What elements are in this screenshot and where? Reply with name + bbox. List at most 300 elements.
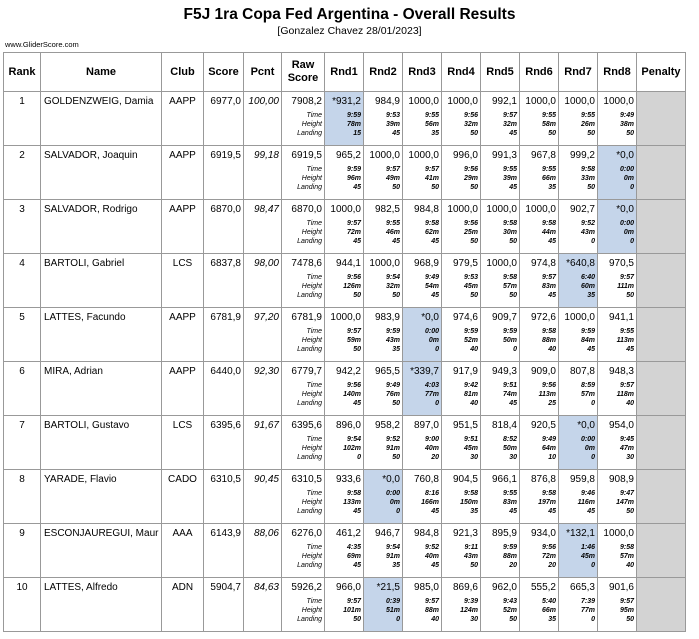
round-score: 461,2 <box>335 528 361 539</box>
round-cell <box>481 524 520 578</box>
round-cell <box>559 308 598 362</box>
table-row <box>4 308 686 362</box>
round-height: 58m <box>541 121 556 128</box>
round-score: 895,9 <box>491 528 517 539</box>
round-landing: 50 <box>626 508 634 515</box>
round-details <box>520 543 556 570</box>
round-height: 62m <box>424 229 439 236</box>
round-time: 9:58 <box>541 490 556 497</box>
score-cell: 6440,0 <box>204 362 244 416</box>
round-time: 9:52 <box>385 436 400 443</box>
round-height: 57m <box>502 283 517 290</box>
round-cell <box>598 92 637 146</box>
round-score: 966,0 <box>335 582 361 593</box>
sub-labels <box>282 273 322 300</box>
round-height: 41m <box>424 175 439 182</box>
rank-cell: 5 <box>4 308 41 362</box>
percent-cell: 90,45 <box>244 470 282 524</box>
round-cell <box>403 578 442 632</box>
round-score: 984,9 <box>374 96 400 107</box>
round-height: 38m <box>619 121 634 128</box>
round-landing: 40 <box>626 562 634 569</box>
round-height: 64m <box>541 445 556 452</box>
percent-cell: 92,30 <box>244 362 282 416</box>
round-details <box>403 489 439 516</box>
round-cell <box>325 470 364 524</box>
round-landing: 50 <box>587 130 595 137</box>
round-cell <box>442 416 481 470</box>
round-height: 66m <box>541 607 556 614</box>
round-cell <box>364 578 403 632</box>
rank-cell: 7 <box>4 416 41 470</box>
round-score: 904,5 <box>452 474 478 485</box>
column-header: Rnd7 <box>559 53 598 92</box>
round-height: 49m <box>385 175 400 182</box>
round-landing: 50 <box>470 292 478 299</box>
round-score: 958,2 <box>374 420 400 431</box>
round-cell <box>325 92 364 146</box>
round-time: 9:57 <box>424 166 439 173</box>
raw-score-value: 6781,9 <box>291 312 322 323</box>
round-time: 9:56 <box>463 112 478 119</box>
round-landing: 45 <box>548 508 556 515</box>
round-landing: 0 <box>630 238 634 245</box>
penalty-cell <box>637 146 686 200</box>
round-height: 0m <box>623 175 634 182</box>
round-time: 9:59 <box>502 544 517 551</box>
sub-label: Landing <box>297 400 322 407</box>
page-title: F5J 1ra Copa Fed Argentina - Overall Results <box>183 6 516 23</box>
round-landing: 35 <box>431 130 439 137</box>
penalty-cell <box>637 92 686 146</box>
sub-label: Landing <box>297 292 322 299</box>
round-landing: 35 <box>548 184 556 191</box>
round-cell <box>559 254 598 308</box>
round-cell <box>364 200 403 254</box>
round-time: 9:58 <box>346 490 361 497</box>
round-height: 25m <box>463 229 478 236</box>
sub-labels <box>282 543 322 570</box>
round-time: 9:56 <box>463 166 478 173</box>
score-cell: 6919,5 <box>204 146 244 200</box>
sub-label: Time <box>306 544 322 551</box>
round-details <box>559 219 595 246</box>
pilot-name: LATTES, Facundo <box>41 308 162 362</box>
round-landing: 45 <box>509 130 517 137</box>
round-time: 9:51 <box>502 382 517 389</box>
round-score: *21,5 <box>376 582 400 593</box>
round-cell <box>520 308 559 362</box>
round-details <box>559 543 595 570</box>
site-link[interactable]: www.GliderScore.com <box>5 40 79 49</box>
round-landing: 45 <box>509 508 517 515</box>
round-score: 902,7 <box>569 204 595 215</box>
round-time: 0:00 <box>385 490 400 497</box>
round-landing: 50 <box>626 130 634 137</box>
round-landing: 50 <box>392 454 400 461</box>
round-height: 91m <box>385 553 400 560</box>
round-height: 57m <box>580 391 595 398</box>
round-details <box>325 489 361 516</box>
round-details <box>442 489 478 516</box>
round-time: 9:58 <box>580 166 595 173</box>
round-landing: 0 <box>591 238 595 245</box>
round-cell <box>364 524 403 578</box>
score-cell: 6977,0 <box>204 92 244 146</box>
round-score: 1000,0 <box>603 96 634 107</box>
round-height: 197m <box>538 499 556 506</box>
round-details <box>364 543 400 570</box>
sub-label: Height <box>301 607 322 614</box>
round-score: 901,6 <box>608 582 634 593</box>
round-height: 56m <box>424 121 439 128</box>
round-score: 909,0 <box>530 366 556 377</box>
round-score: 818,4 <box>491 420 517 431</box>
round-score: 1000,0 <box>486 258 517 269</box>
round-landing: 45 <box>626 346 634 353</box>
round-score: 941,1 <box>608 312 634 323</box>
sub-label: Landing <box>297 346 322 353</box>
penalty-cell <box>637 308 686 362</box>
round-time: 9:53 <box>385 112 400 119</box>
round-time: 9:58 <box>424 220 439 227</box>
column-header: Rnd3 <box>403 53 442 92</box>
round-landing: 25 <box>548 400 556 407</box>
round-score: 959,8 <box>569 474 595 485</box>
round-details <box>598 489 634 516</box>
round-landing: 0 <box>435 400 439 407</box>
round-score: 999,2 <box>569 150 595 161</box>
round-time: 0:00 <box>619 220 634 227</box>
round-height: 133m <box>343 499 361 506</box>
round-time: 4:35 <box>346 544 361 551</box>
round-cell <box>442 578 481 632</box>
round-score: 1000,0 <box>486 204 517 215</box>
round-landing: 45 <box>353 400 361 407</box>
round-time: 9:54 <box>385 274 400 281</box>
round-score: 984,8 <box>413 528 439 539</box>
round-landing: 40 <box>548 346 556 353</box>
sub-label: Landing <box>297 508 322 515</box>
score-cell: 5904,7 <box>204 578 244 632</box>
round-landing: 50 <box>392 400 400 407</box>
round-score: 1000,0 <box>603 528 634 539</box>
raw-score-cell <box>282 308 325 362</box>
round-time: 9:57 <box>541 274 556 281</box>
round-time: 8:16 <box>424 490 439 497</box>
round-time: 9:55 <box>580 112 595 119</box>
round-height: 32m <box>463 121 478 128</box>
round-details <box>364 381 400 408</box>
round-score: 920,5 <box>530 420 556 431</box>
raw-score-cell <box>282 362 325 416</box>
round-landing: 30 <box>470 616 478 623</box>
round-height: 33m <box>580 175 595 182</box>
penalty-cell <box>637 524 686 578</box>
round-time: 4:03 <box>424 382 439 389</box>
round-time: 9:55 <box>502 166 517 173</box>
column-header: Rank <box>4 53 41 92</box>
round-time: 9:49 <box>541 436 556 443</box>
raw-score-value: 7908,2 <box>291 96 322 107</box>
round-height: 81m <box>463 391 478 398</box>
score-cell: 6310,5 <box>204 470 244 524</box>
round-landing: 0 <box>630 184 634 191</box>
raw-score-value: 5926,2 <box>291 582 322 593</box>
round-score: 946,7 <box>374 528 400 539</box>
round-details <box>598 111 634 138</box>
round-time: 9:58 <box>541 328 556 335</box>
round-time: 9:52 <box>580 220 595 227</box>
round-score: 948,3 <box>608 366 634 377</box>
round-cell <box>559 470 598 524</box>
round-time: 9:57 <box>346 328 361 335</box>
round-height: 59m <box>346 337 361 344</box>
round-time: 9:55 <box>541 166 556 173</box>
round-landing: 50 <box>353 616 361 623</box>
rank-cell: 6 <box>4 362 41 416</box>
round-details <box>325 327 361 354</box>
round-cell <box>481 416 520 470</box>
round-height: 46m <box>385 229 400 236</box>
round-landing: 0 <box>513 346 517 353</box>
round-height: 44m <box>541 229 556 236</box>
round-details <box>598 381 634 408</box>
round-score: 972,6 <box>530 312 556 323</box>
round-time: 9:54 <box>346 436 361 443</box>
round-landing: 0 <box>435 346 439 353</box>
round-score: 1000,0 <box>369 150 400 161</box>
sub-labels <box>282 111 322 138</box>
round-landing: 50 <box>470 184 478 191</box>
round-cell <box>442 308 481 362</box>
results-body <box>4 92 686 632</box>
round-details <box>403 435 439 462</box>
round-time: 9:57 <box>619 274 634 281</box>
round-cell <box>442 146 481 200</box>
round-time: 9:56 <box>541 544 556 551</box>
table-row <box>4 362 686 416</box>
score-cell: 6781,9 <box>204 308 244 362</box>
round-height: 166m <box>421 499 439 506</box>
round-score: 985,0 <box>413 582 439 593</box>
club-cell: LCS <box>162 254 204 308</box>
round-cell <box>403 362 442 416</box>
sub-label: Time <box>306 490 322 497</box>
round-cell <box>559 200 598 254</box>
round-cell <box>520 416 559 470</box>
raw-score-value: 6870,0 <box>291 204 322 215</box>
round-time: 9:58 <box>463 490 478 497</box>
round-score: 1000,0 <box>564 96 595 107</box>
round-landing: 45 <box>353 238 361 245</box>
round-height: 150m <box>460 499 478 506</box>
percent-cell: 99,18 <box>244 146 282 200</box>
table-row <box>4 578 686 632</box>
club-cell: AAPP <box>162 308 204 362</box>
round-score: 974,6 <box>452 312 478 323</box>
round-height: 101m <box>343 607 361 614</box>
sub-label: Height <box>301 337 322 344</box>
raw-score-value: 6779,7 <box>291 366 322 377</box>
round-landing: 45 <box>548 238 556 245</box>
round-height: 88m <box>541 337 556 344</box>
round-height: 140m <box>343 391 361 398</box>
round-details <box>364 435 400 462</box>
column-header: Raw Score <box>282 53 325 92</box>
round-score: 991,3 <box>491 150 517 161</box>
round-score: 1000,0 <box>564 312 595 323</box>
round-score: 965,2 <box>335 150 361 161</box>
round-landing: 45 <box>587 346 595 353</box>
round-time: 9:58 <box>619 544 634 551</box>
round-landing: 45 <box>431 508 439 515</box>
club-cell: AAPP <box>162 92 204 146</box>
round-cell <box>403 470 442 524</box>
raw-score-value: 6919,5 <box>291 150 322 161</box>
round-score: 1000,0 <box>408 150 439 161</box>
round-time: 0:39 <box>385 598 400 605</box>
round-height: 47m <box>619 445 634 452</box>
penalty-cell <box>637 200 686 254</box>
round-height: 0m <box>623 229 634 236</box>
percent-cell: 100,00 <box>244 92 282 146</box>
round-landing: 40 <box>470 400 478 407</box>
round-score: *339,7 <box>410 366 439 377</box>
round-landing: 20 <box>548 562 556 569</box>
round-landing: 0 <box>591 562 595 569</box>
round-landing: 35 <box>392 562 400 569</box>
pilot-name: MIRA, Adrian <box>41 362 162 416</box>
round-cell <box>325 362 364 416</box>
score-cell: 6837,8 <box>204 254 244 308</box>
round-details <box>520 381 556 408</box>
round-score: 949,3 <box>491 366 517 377</box>
round-details <box>481 111 517 138</box>
round-height: 96m <box>346 175 361 182</box>
sub-label: Landing <box>297 454 322 461</box>
score-cell: 6870,0 <box>204 200 244 254</box>
round-landing: 40 <box>626 400 634 407</box>
round-time: 9:47 <box>619 490 634 497</box>
round-height: 50m <box>502 337 517 344</box>
round-cell <box>403 524 442 578</box>
round-details <box>364 327 400 354</box>
round-details <box>481 273 517 300</box>
column-header: Rnd1 <box>325 53 364 92</box>
round-cell <box>520 92 559 146</box>
round-details <box>520 219 556 246</box>
round-score: 982,5 <box>374 204 400 215</box>
rank-cell: 3 <box>4 200 41 254</box>
raw-score-cell <box>282 524 325 578</box>
sub-label: Landing <box>297 562 322 569</box>
round-score: 1000,0 <box>525 204 556 215</box>
raw-score-cell <box>282 578 325 632</box>
table-row <box>4 200 686 254</box>
round-cell <box>598 470 637 524</box>
sub-label: Height <box>301 499 322 506</box>
round-cell <box>325 200 364 254</box>
round-height: 52m <box>502 607 517 614</box>
round-landing: 50 <box>509 238 517 245</box>
round-details <box>325 597 361 624</box>
round-score: 1000,0 <box>330 312 361 323</box>
round-height: 113m <box>538 391 556 398</box>
round-details <box>481 165 517 192</box>
round-details <box>403 597 439 624</box>
round-score: 896,0 <box>335 420 361 431</box>
sub-label: Time <box>306 328 322 335</box>
round-height: 118m <box>616 391 634 398</box>
round-cell <box>520 362 559 416</box>
round-landing: 40 <box>470 346 478 353</box>
round-height: 0m <box>389 499 400 506</box>
round-height: 116m <box>577 499 595 506</box>
percent-cell: 84,63 <box>244 578 282 632</box>
round-details <box>442 219 478 246</box>
round-height: 78m <box>346 121 361 128</box>
round-time: 9:57 <box>619 598 634 605</box>
round-height: 45m <box>463 283 478 290</box>
sub-label: Time <box>306 436 322 443</box>
round-height: 40m <box>424 553 439 560</box>
round-score: 760,8 <box>413 474 439 485</box>
raw-score-cell <box>282 92 325 146</box>
round-score: 933,6 <box>335 474 361 485</box>
round-time: 9:57 <box>385 166 400 173</box>
round-cell <box>442 254 481 308</box>
round-details <box>325 273 361 300</box>
round-landing: 45 <box>509 400 517 407</box>
penalty-cell <box>637 416 686 470</box>
header-row <box>4 53 686 92</box>
round-height: 66m <box>541 175 556 182</box>
round-height: 113m <box>616 337 634 344</box>
round-score: 917,9 <box>452 366 478 377</box>
column-header: Rnd6 <box>520 53 559 92</box>
round-details <box>442 327 478 354</box>
round-height: 83m <box>541 283 556 290</box>
round-score: 1000,0 <box>369 258 400 269</box>
round-score: 897,0 <box>413 420 439 431</box>
round-details <box>442 111 478 138</box>
round-cell <box>442 470 481 524</box>
round-time: 9:57 <box>502 112 517 119</box>
round-details <box>520 597 556 624</box>
round-details <box>559 165 595 192</box>
round-height: 111m <box>617 283 634 290</box>
round-landing: 35 <box>587 292 595 299</box>
round-landing: 35 <box>548 616 556 623</box>
round-height: 72m <box>346 229 361 236</box>
round-details <box>403 111 439 138</box>
round-time: 9:43 <box>502 598 517 605</box>
sub-labels <box>282 435 322 462</box>
sub-labels <box>282 597 322 624</box>
percent-cell: 98,00 <box>244 254 282 308</box>
round-details <box>520 327 556 354</box>
round-details <box>325 219 361 246</box>
round-score: *0,0 <box>616 150 634 161</box>
round-score: *640,8 <box>566 258 595 269</box>
sub-label: Height <box>301 175 322 182</box>
round-score: *132,1 <box>566 528 595 539</box>
round-score: 979,5 <box>452 258 478 269</box>
round-cell <box>325 308 364 362</box>
table-row <box>4 92 686 146</box>
round-score: *0,0 <box>616 204 634 215</box>
